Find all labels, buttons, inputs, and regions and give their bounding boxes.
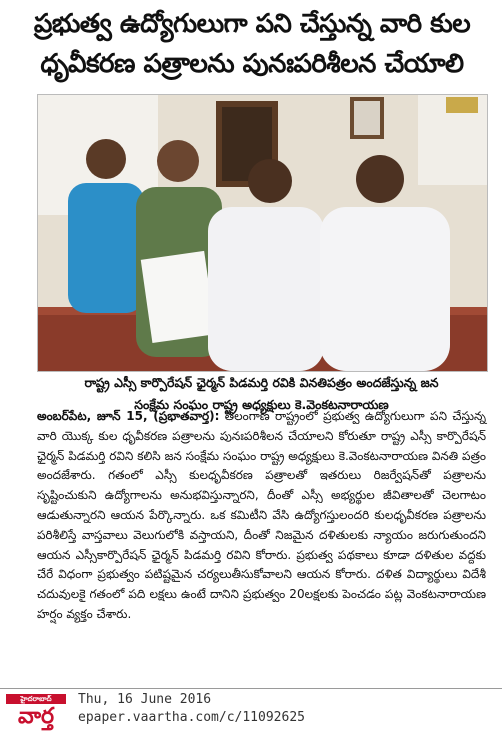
headline-line-1: ప్రభుత్వ ఉద్యోగులుగా పని చేస్తున్న వారి కుల bbox=[33, 9, 471, 39]
headline-line-2: ధృవీకరణ పత్రాలను పునఃపరిశీలన చేయాలి bbox=[40, 49, 464, 79]
headline bbox=[6, 4, 498, 84]
caption-line-1: రాష్ట్ర ఎస్సీ కార్పొరేషన్ ఛైర్మన్ పిడమర్తి రవికి వినతిపత్రం అందజేస్తున్న జన bbox=[84, 375, 439, 390]
logo-name: వార్త bbox=[17, 703, 55, 729]
vaartha-logo bbox=[6, 694, 66, 728]
epaper-link[interactable]: epaper.vaartha.com/c/11092625 bbox=[78, 710, 305, 725]
dateline: అంబర్‌పేట, జూన్ 15, (ప్రభాతవార్త): bbox=[37, 409, 220, 423]
article-body bbox=[37, 407, 486, 625]
news-photo bbox=[37, 94, 488, 372]
epaper-footer bbox=[0, 688, 502, 731]
logo-city: హైదరాబాద్ bbox=[6, 694, 66, 704]
caption-line-2: సంక్షేమ సంఘం రాష్ట్ర అధ్యక్షులు కె.వెంకటనారాయణ bbox=[134, 397, 389, 412]
article-text: తెలంగాణ రాష్ట్రంలో ప్రభుత్వ ఉద్యోగులుగా పని చేస్తున్న వారి యొక్క కుల ధృవీకరణ పత్రాలను పునఃపరిశీలన చేయాలని కోరుతూ రాష్ట్ర ఎస్సీ కార్పొరేషన్ ఛైర్మన్ పిడమర్తి రవిని కలిసి జన సంక్షేమ సంఘం రాష్ట్ర అధ్యక్షులు కె.వెంకటనారాయణ వినతి పత్రం అందజేశారు. గతంలో ఎస్సీ కులధృవీకరణ పత్రాలతో ఇతరులు రిజర్వేషన్‌తో పత్రాలను సృష్టించుకుని ఉద్యోగాలను అనుభవిస్తున్నారని, దీంతో ఎస్సీ అభ్యర్థుల జీవితాలతో చెలగాటం ఆడుతున్నారని ఆయన పేర్కొన్నారు. ఒక కమిటీని వేసి ఉద్యోగస్తులందరి కులధృవీకరణ పత్రాలను పరిశీలిస్తే వాస్తవాలు వెలుగులోకి వస్తాయని, దీంతో నిజమైన దళితులకు న్యాయం జరుగుతుందని ఆయన ఎస్సీకార్పొరేషన్ ఛైర్మన్ పిడమర్తి రవిని కోరారు. ప్రభుత్వ పథకాలు కూడా దళితుల వద్దకు చేరే విధంగా ప్రభుత్వం పటిష్టమైన చర్యలుతీసుకోవాలని ఆయన కోరారు. దళిత విద్యార్థులు విదేశీ చదువులకై గతంలో పది లక్షలు ఉంటే దానిని ప్రభుత్వం 20లక్షలకు పెంచడం పట్ల వెంకటనారాయణ హర్షం వ్యక్తం చేశారు. bbox=[37, 409, 487, 621]
publication-date: Thu, 16 June 2016 bbox=[78, 692, 212, 707]
news-photo-image bbox=[38, 95, 487, 371]
